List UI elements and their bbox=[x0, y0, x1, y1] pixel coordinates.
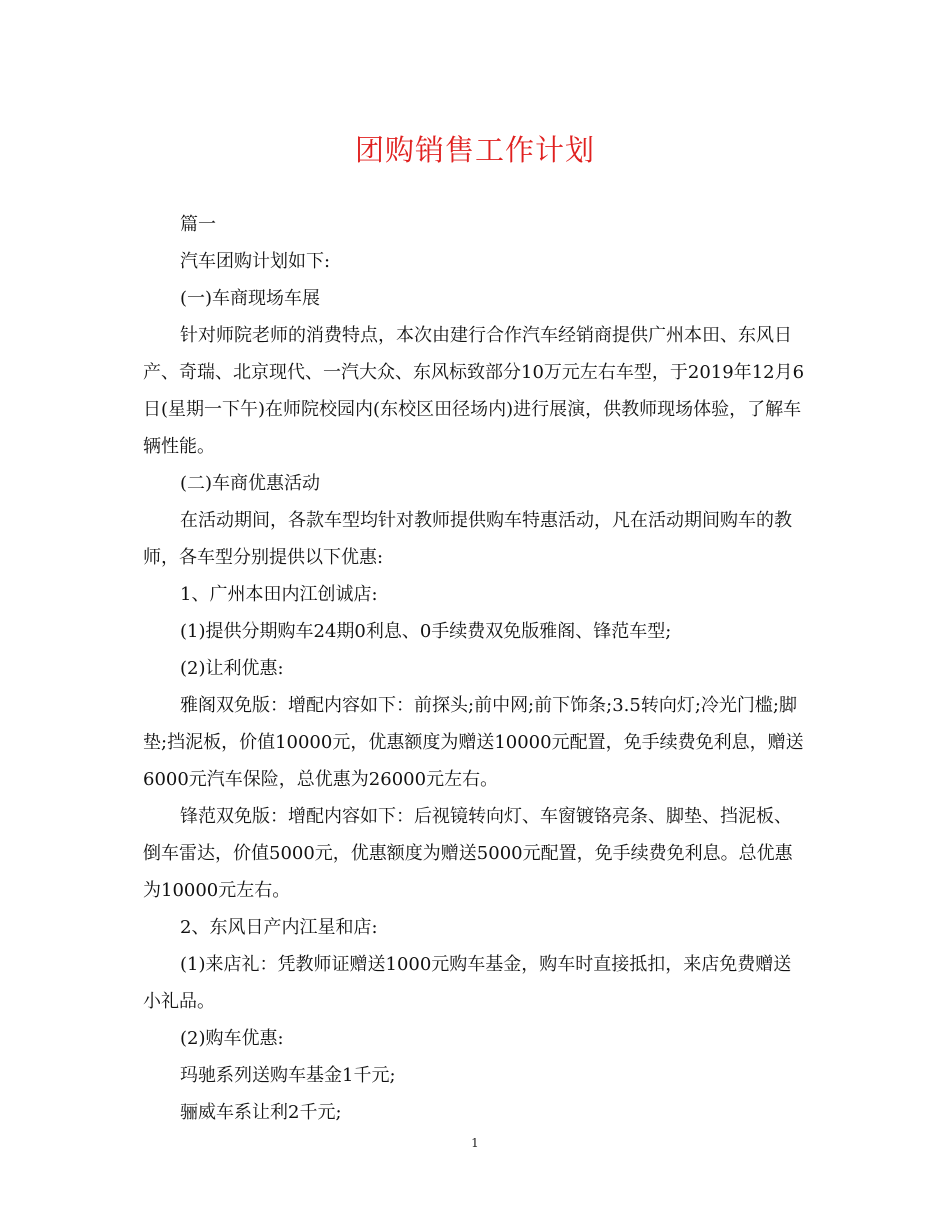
document-body bbox=[143, 206, 807, 1131]
paragraph: 雅阁双免版：增配内容如下：前探头;前中网;前下饰条;3.5转向灯;冷光门槛;脚垫;挡泥板，价值10000元，优惠额度为赠送10000元配置，免手续费免利息，赠送6000元汽车保险，总优惠为26000元左右。 bbox=[143, 695, 804, 790]
paragraph: 篇一 bbox=[180, 214, 216, 235]
paragraph: (1)来店礼：凭教师证赠送1000元购车基金，购车时直接抵扣，来店免费赠送小礼品。 bbox=[143, 954, 792, 1012]
paragraph: 锋范双免版：增配内容如下：后视镜转向灯、车窗镀铬亮条、脚垫、挡泥板、倒车雷达，价值5000元，优惠额度为赠送5000元配置，免手续费免利息。总优惠为10000元左右。 bbox=[143, 806, 793, 901]
paragraph: (2)购车优惠: bbox=[180, 1028, 284, 1049]
paragraph: (一)车商现场车展 bbox=[180, 288, 321, 309]
paragraph: 1、广州本田内江创诚店: bbox=[180, 584, 378, 605]
paragraph: 汽车团购计划如下: bbox=[180, 251, 331, 272]
document-title: 团购销售工作计划 bbox=[354, 133, 595, 167]
paragraph: 针对师院老师的消费特点，本次由建行合作汽车经销商提供广州本田、东风日产、奇瑞、北京现代、一汽大众、东风标致部分10万元左右车型，于2019年12月6日(星期一下午)在师院校园内(东校区田径场内)进行展演，供教师现场体验，了解车辆性能。 bbox=[143, 325, 805, 457]
paragraph: 2、东风日产内江星和店: bbox=[180, 917, 378, 938]
paragraph: (1)提供分期购车24期0利息、0手续费双免版雅阁、锋范车型; bbox=[180, 621, 672, 642]
paragraph: 骊威车系让利2千元; bbox=[180, 1102, 342, 1123]
page-number: 1 bbox=[471, 1136, 479, 1150]
paragraph: (二)车商优惠活动 bbox=[180, 473, 321, 494]
paragraph: (2)让利优惠: bbox=[180, 658, 284, 679]
paragraph: 玛驰系列送购车基金1千元; bbox=[180, 1065, 396, 1086]
paragraph: 在活动期间，各款车型均针对教师提供购车特惠活动，凡在活动期间购车的教师，各车型分别提供以下优惠: bbox=[143, 510, 792, 568]
